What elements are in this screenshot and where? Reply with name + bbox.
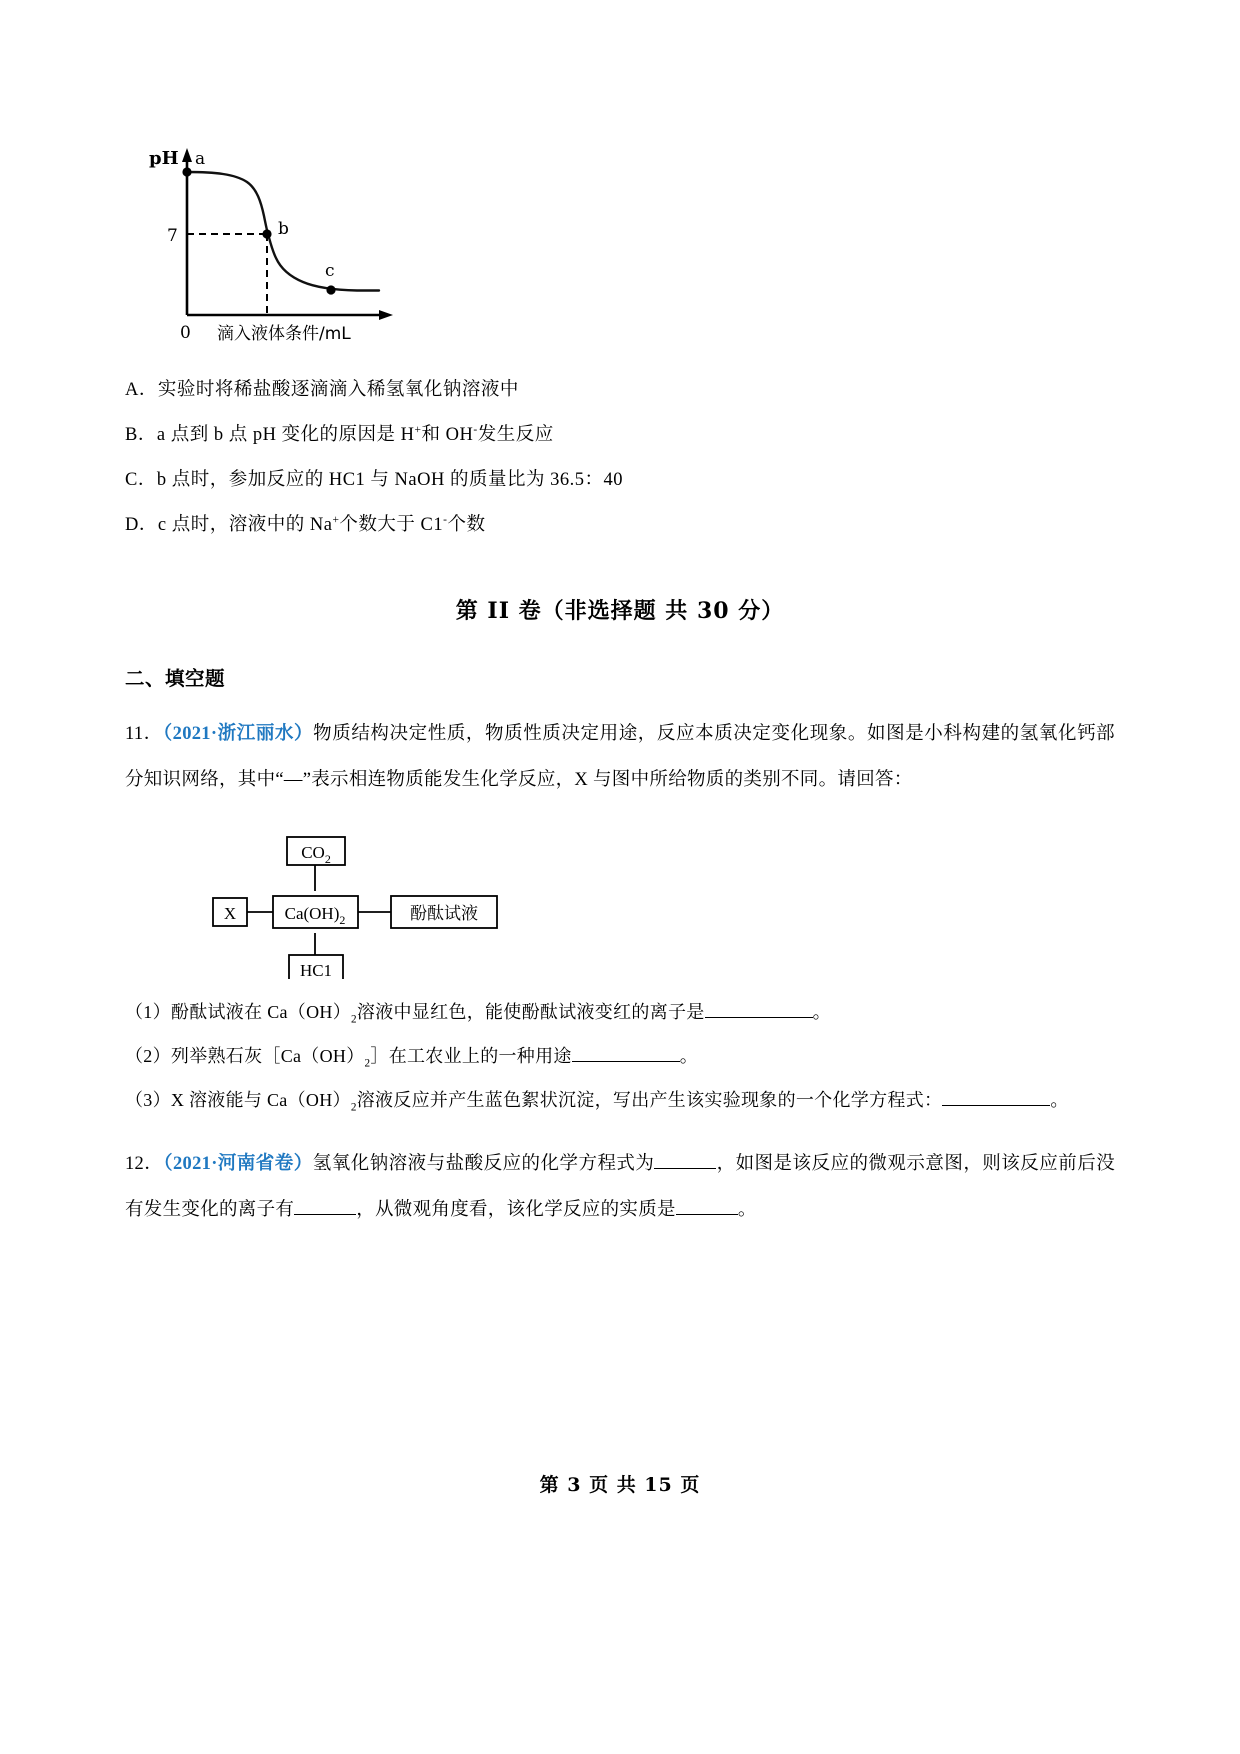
question-12-blank-1[interactable] <box>654 1168 716 1169</box>
option-d-text-3: 个数 <box>447 515 486 535</box>
knowledge-network-figure <box>195 819 615 979</box>
question-12-blank-2[interactable] <box>294 1214 356 1215</box>
y-tick-label-7: 7 <box>167 226 178 246</box>
sub-2-text-1: 列举熟石灰［Ca（OH） <box>170 1046 365 1066</box>
question-11-body: 物质结构决定性质，物质性质决定用途，反应本质决定变化现象。如图是小科构建的氢氧化钙部分知识网络，其中“—”表示相连物质能发生化学反应，X 与图中所给物质的类别不同。请回答： <box>125 724 1115 790</box>
sub-2-subscript: 2 <box>364 1057 371 1070</box>
sub-2-text-2: ］在工农业上的一种用途 <box>370 1046 572 1066</box>
question-12-blank-3[interactable] <box>676 1214 738 1215</box>
sub-2-period: 。 <box>679 1046 699 1066</box>
question-12 <box>125 1141 1115 1233</box>
point-c-marker <box>326 285 335 294</box>
question-12-source: （2021·河南省卷） <box>163 1154 313 1174</box>
sub-1-answer-blank[interactable] <box>705 1017 813 1018</box>
sub-3-subscript: 2 <box>350 1101 357 1114</box>
node-phenolphthalein-label: 酚酞试液 <box>410 904 478 924</box>
option-b-sup-minus: - <box>473 423 478 436</box>
question-11-number: 11． <box>125 724 163 744</box>
sub-2-answer-blank[interactable] <box>572 1061 680 1062</box>
question-12-text-2: ，如图是该反应的微观示意图，则该反应前后没有发生变化的离子有 <box>125 1154 1115 1220</box>
question-11-sub-1 <box>125 991 1115 1033</box>
section-title-fill-in-blanks: 二、填空题 <box>125 669 226 690</box>
option-a-text: 实验时将稀盐酸逐滴滴入稀氢氧化钠溶液中 <box>157 380 519 400</box>
question-12-text-1: 氢氧化钠溶液与盐酸反应的化学方程式为 <box>312 1154 655 1174</box>
sub-3-answer-blank[interactable] <box>942 1105 1050 1106</box>
option-b-text-2: 和 OH <box>421 425 474 445</box>
sub-1-text-1: 酚酞试液在 Ca（OH） <box>170 1002 351 1022</box>
option-b-label: B <box>125 425 138 445</box>
option-d: D．c 点时，溶液中的 Na+个数大于 C1-个数 <box>125 513 486 535</box>
question-12-text-3: ，从微观角度看，该化学反应的实质是 <box>356 1200 676 1220</box>
option-b-text-3: 发生反应 <box>477 425 554 445</box>
y-axis-arrow <box>182 148 192 162</box>
option-b-text-1: a 点到 b 点 pH 变化的原因是 H <box>156 425 415 445</box>
question-12-number: 12． <box>125 1154 164 1174</box>
option-c-text: b 点时，参加反应的 HC1 与 NaOH 的质量比为 36.5：40 <box>156 470 623 490</box>
sub-2-number: （2） <box>125 1046 171 1066</box>
point-b-label: b <box>278 219 289 239</box>
options-list <box>125 368 1115 548</box>
option-a-label: A <box>125 380 139 400</box>
ph-curve-figure <box>135 130 435 360</box>
x-axis-label: 滴入液体条件/mL <box>217 324 351 344</box>
x-axis-arrow <box>379 310 393 320</box>
sub-1-subscript: 2 <box>351 1013 357 1026</box>
sub-3-text-2: 溶液反应并产生蓝色絮状沉淀，写出产生该实验现象的一个化学方程式： <box>356 1090 943 1110</box>
sub-1-number: （1） <box>125 1002 171 1022</box>
point-a-label: a <box>195 149 206 169</box>
node-co2-label: $CO_2$ <box>301 843 331 866</box>
point-c-label: c <box>325 261 335 281</box>
option-c-label: C <box>125 470 138 490</box>
y-axis-label: pH <box>149 148 179 169</box>
option-d-sup-plus: + <box>332 513 340 526</box>
node-caoh2-label: $Ca(OH)_2$ <box>284 904 346 927</box>
option-d-text-1: c 点时，溶液中的 Na <box>157 515 333 535</box>
sub-3-text-1: X 溶液能与 Ca（OH） <box>170 1090 351 1110</box>
sub-1-period: 。 <box>812 1002 831 1022</box>
part-two-header: 第 II 卷（非选择题 共 30 分） <box>455 598 785 624</box>
sub-1-text-2: 溶液中显红色，能使酚酞试液变红的离子是 <box>356 1002 705 1022</box>
point-a-marker <box>182 167 191 176</box>
sub-3-number: （3） <box>125 1090 171 1110</box>
option-c: C．b 点时，参加反应的 HC1 与 NaOH 的质量比为 36.5：40 <box>125 470 623 490</box>
option-d-sup-minus: - <box>443 513 448 526</box>
page-content <box>125 130 1115 1233</box>
question-11-sub-2 <box>125 1035 1115 1077</box>
option-d-label: D <box>125 515 139 535</box>
option-b: B．a 点到 b 点 pH 变化的原因是 H+和 OH-发生反应 <box>125 423 554 445</box>
option-b-sup-plus: + <box>414 423 422 436</box>
sub-3-period: 。 <box>1050 1090 1069 1110</box>
question-11-source: （2021·浙江丽水） <box>162 724 314 744</box>
question-11-sub-3 <box>125 1079 1115 1121</box>
option-a: A．实验时将稀盐酸逐滴滴入稀氢氧化钠溶液中 <box>125 380 519 400</box>
node-hcl-label: HC1 <box>299 961 333 979</box>
question-11 <box>125 711 1115 803</box>
node-x-label: X <box>223 904 237 923</box>
point-b-marker <box>262 229 271 238</box>
option-d-text-2: 个数大于 C1 <box>339 515 444 535</box>
page-footer: 第 3 页 共 15 页 <box>539 1474 701 1496</box>
question-12-period: 。 <box>737 1200 757 1220</box>
origin-label: 0 <box>180 323 191 343</box>
